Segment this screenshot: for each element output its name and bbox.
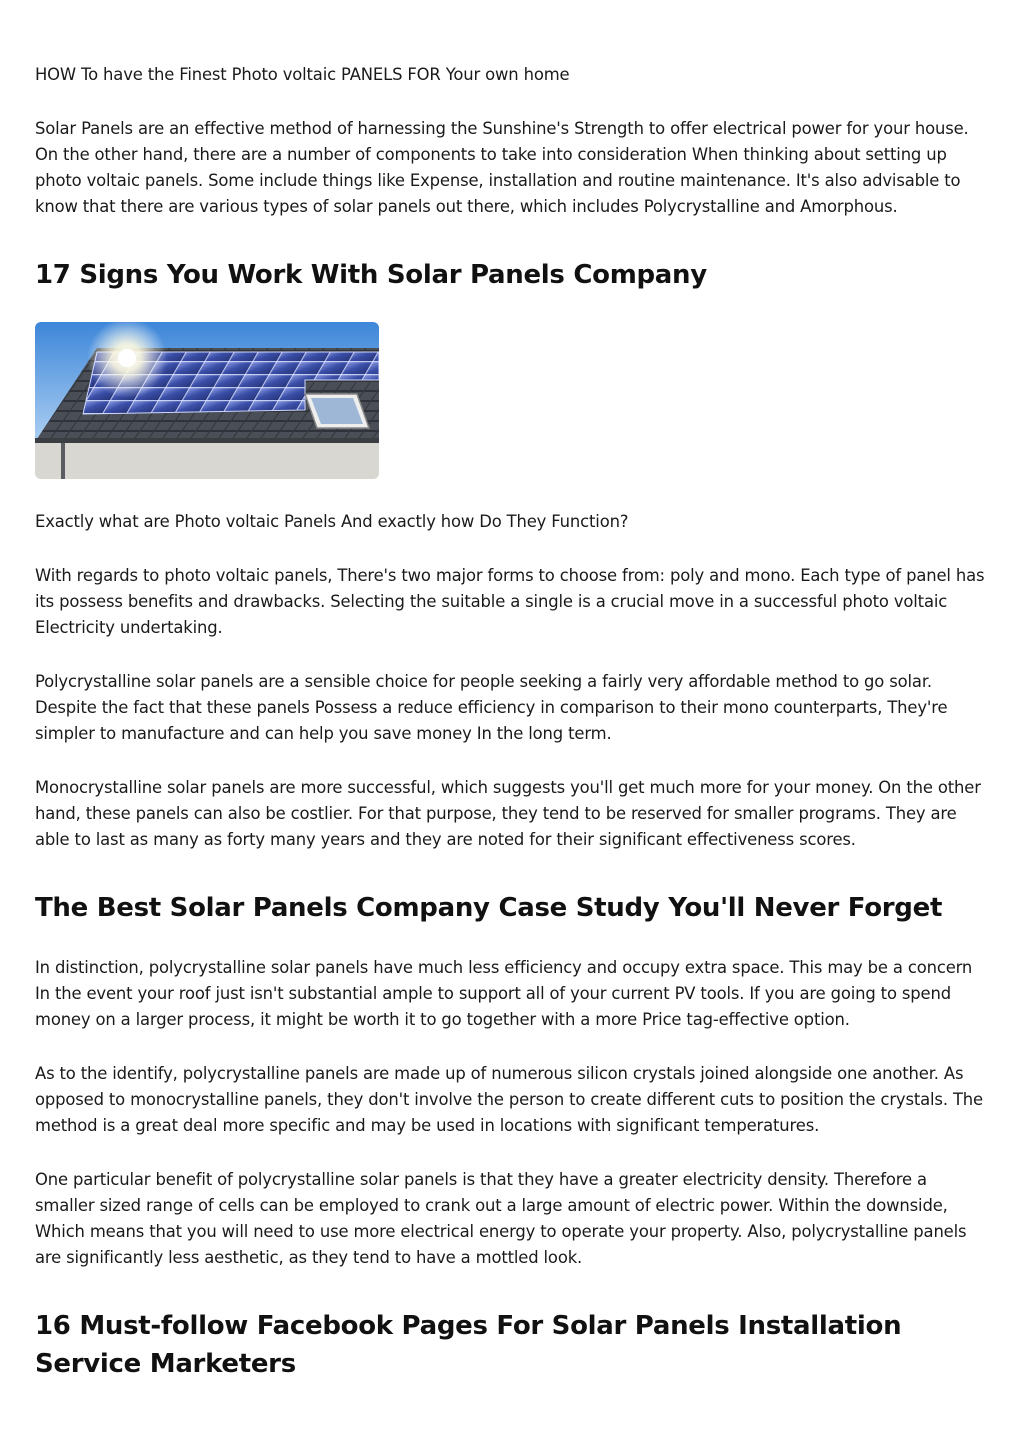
paragraph-polycrystalline: Polycrystalline solar panels are a sensible choice for people seeking a fairly very affordable method to go solar. Despite the fact that these panels Possess a reduce efficiency in comparison to their mono counterparts, They're simpler to manufacture and can help you save money In the long term. [35,672,948,743]
paragraph-benefit: One particular benefit of polycrystalline solar panels is that they have a greater electricity density. Therefore a smaller sized range of cells can be employed to crank out a large amount of electric power. Within the downside, Which means that you will need to use more electrical energy to operate your property. Also, polycrystalline panels are significantly less aesthetic, as they tend to have a mottled look. [35,1170,967,1267]
intro-paragraph: Solar Panels are an effective method of harnessing the Sunshine's Strength to offer electrical power for your house. On the other hand, there are a number of components to take into consideration When thinking about setting up photo voltaic panels. Some include things like Expense, installation and routine maintenance. It's also advisable to know that there are various types of solar panels out there, which includes Polycrystalline and Amorphous. [35,119,969,216]
paragraph-identify: As to the identify, polycrystalline panels are made up of numerous silicon crystals joined alongside one another. As opposed to monocrystalline panels, they don't involve the person to create different cuts to position the crystals. The method is a great deal more specific and may be used in locations with significant temperatures. [35,1064,983,1135]
solar-roof-photo [35,322,379,479]
question-what-are-panels: Exactly what are Photo voltaic Panels And exactly how Do They Function? [35,512,629,531]
heading-facebook-pages: 16 Must-follow Facebook Pages For Solar Panels Installation Service Marketers [35,1311,902,1379]
paragraph-monocrystalline: Monocrystalline solar panels are more successful, which suggests you'll get much more for your money. On the other hand, these panels can also be costlier. For that purpose, they tend to be reserved for smaller programs. They are able to last as many as forty many years and they are noted for their significant effectiveness scores. [35,778,981,849]
intro-title: HOW To have the Finest Photo voltaic PANELS FOR Your own home [35,65,570,84]
heading-case-study: The Best Solar Panels Company Case Study You'll Never Forget [35,893,943,923]
paragraph-distinction: In distinction, polycrystalline solar panels have much less efficiency and occupy extra space. This may be a concern In the event your roof just isn't substantial ample to support all of your current PV tools. If you are going to spend money on a larger process, it might be worth it to go together with a more Price tag-effective option. [35,958,973,1029]
solar-roof-icon [35,322,379,479]
heading-signs: 17 Signs You Work With Solar Panels Company [35,260,707,290]
paragraph-panel-forms: With regards to photo voltaic panels, There's two major forms to choose from: poly and mono. Each type of panel has its possess benefits and drawbacks. Selecting the suitable a single is a crucial move in a successful photo voltaic Electricity undertaking. [35,566,985,637]
